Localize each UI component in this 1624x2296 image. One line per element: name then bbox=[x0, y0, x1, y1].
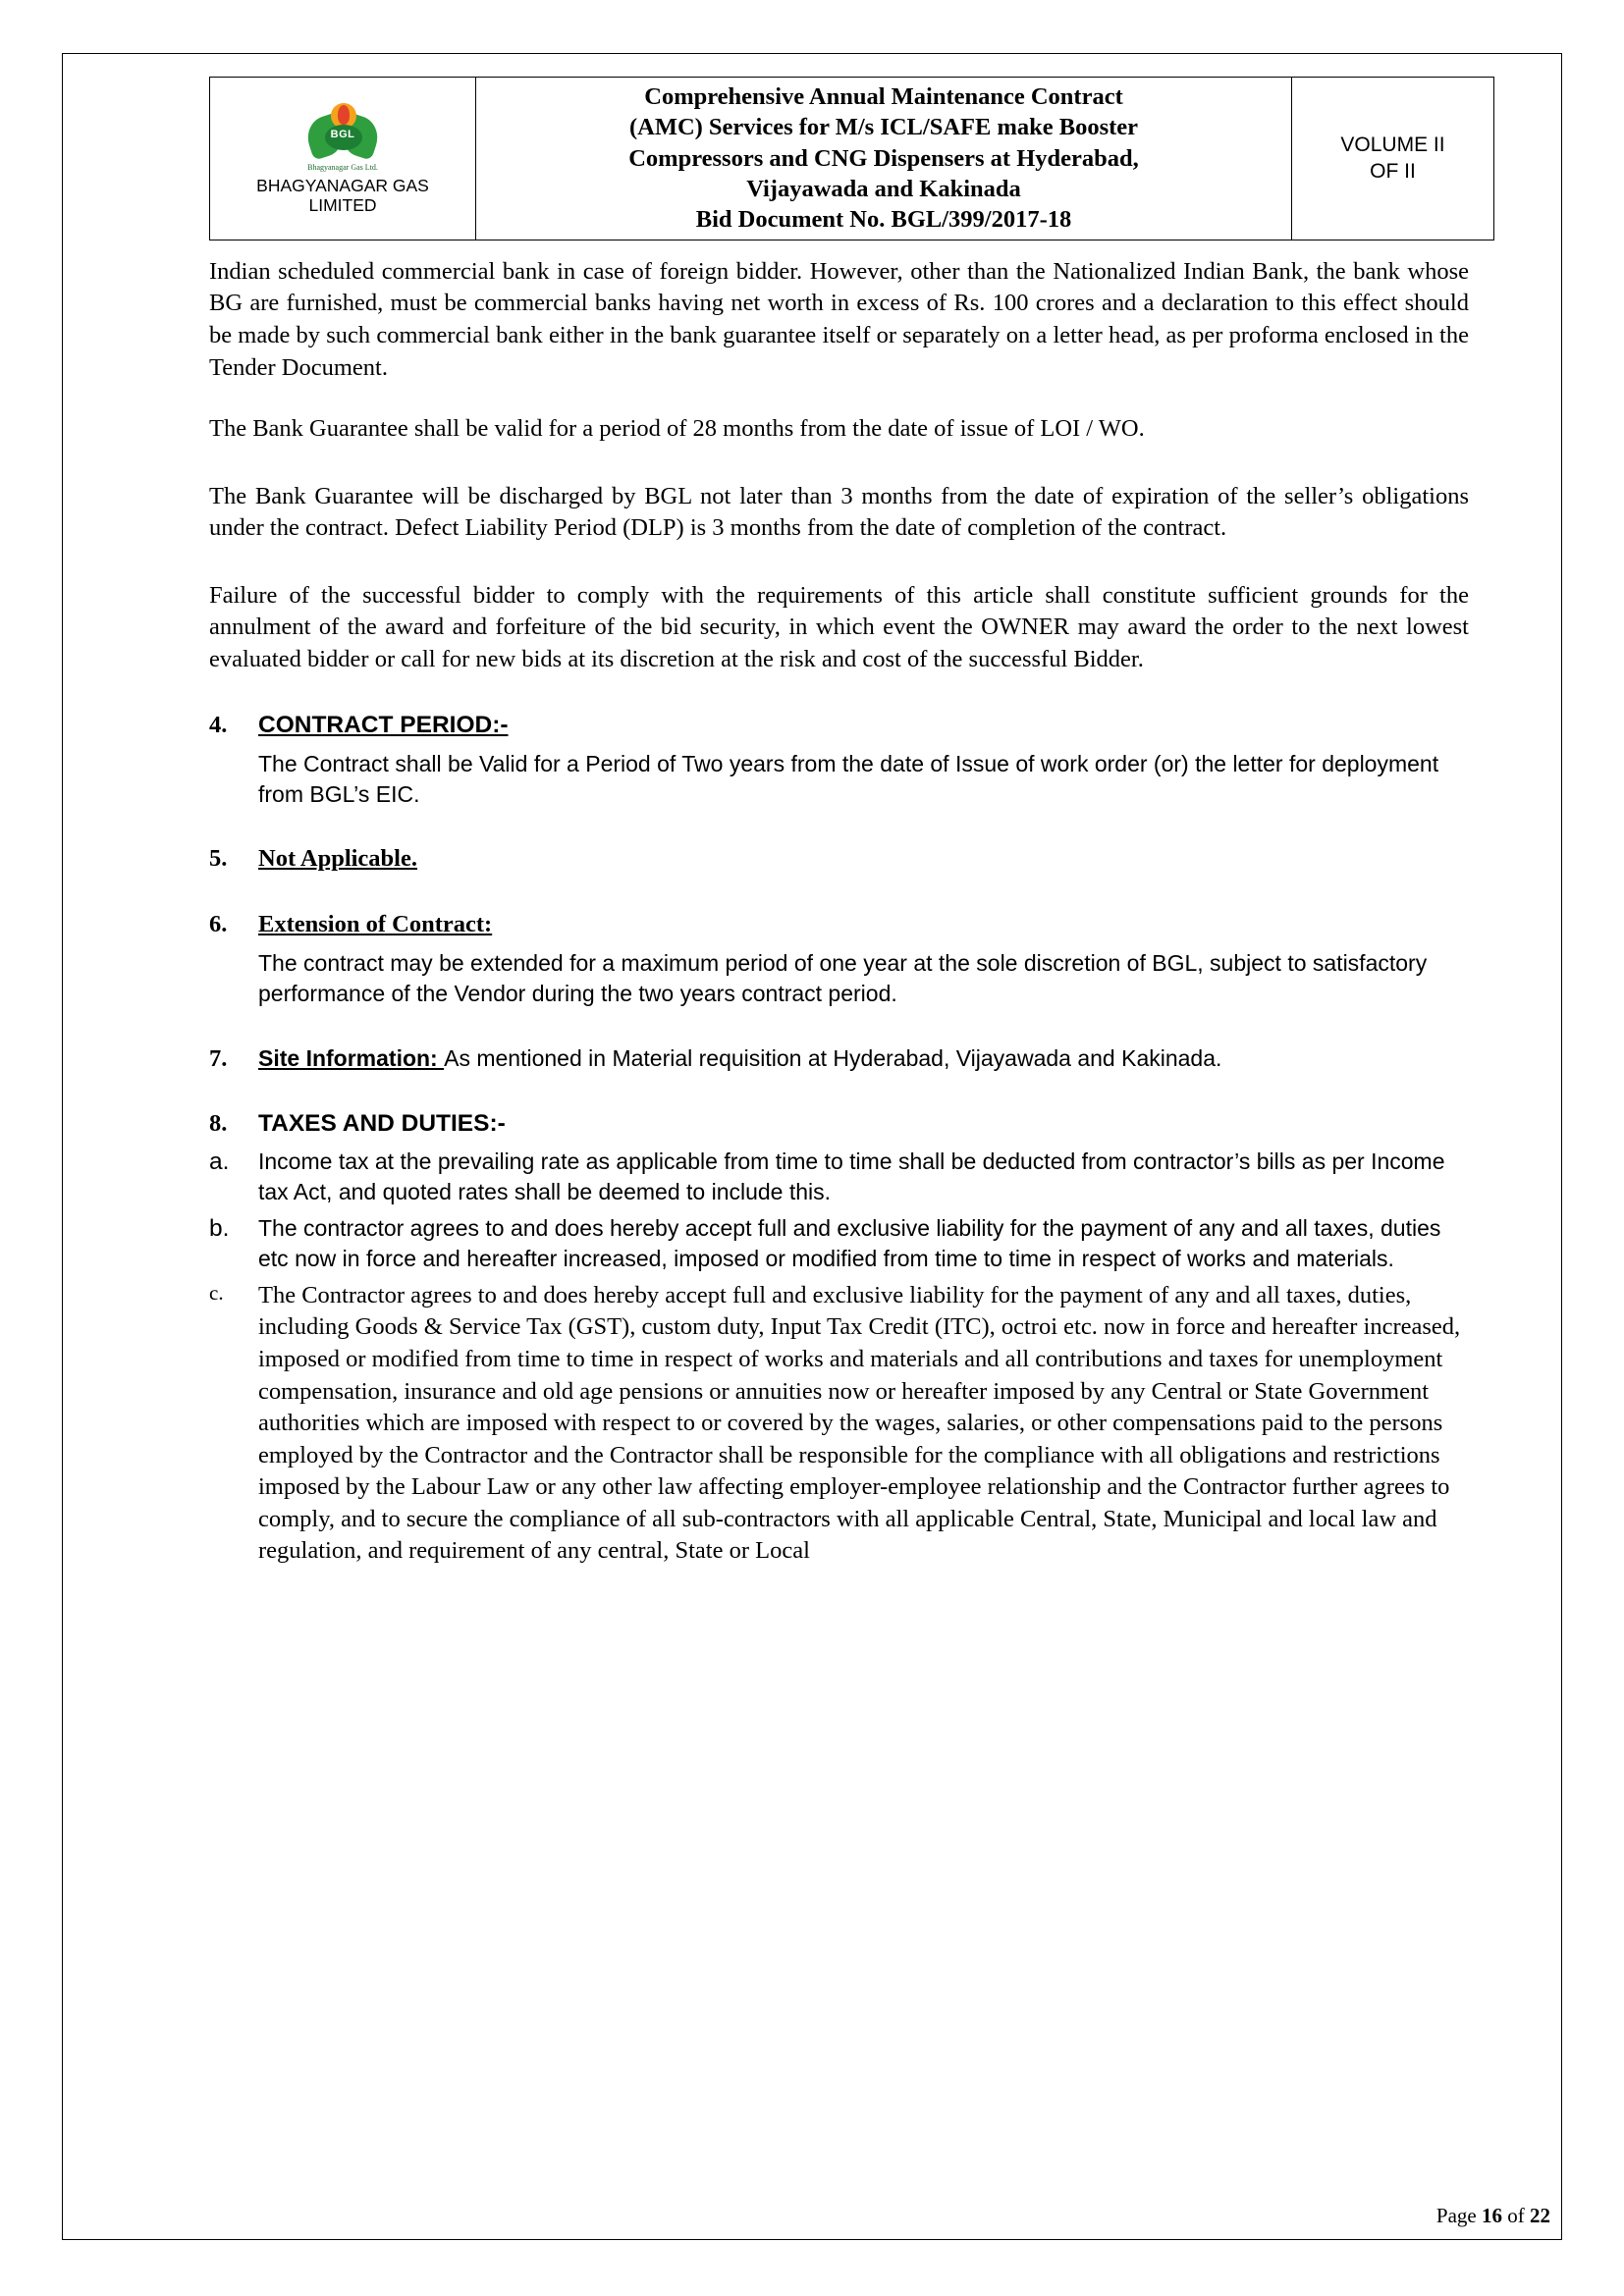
section-4-body bbox=[258, 710, 1469, 811]
section-extension-of-contract bbox=[209, 909, 1469, 1010]
tax-item-b bbox=[209, 1213, 1469, 1274]
footer-current-page: 16 bbox=[1482, 2204, 1502, 2227]
header-logo-cell bbox=[210, 78, 476, 240]
header-title-line-1: Comprehensive Annual Maintenance Contract bbox=[644, 83, 1123, 110]
section-5-body bbox=[258, 843, 1469, 876]
tax-item-a-text: Income tax at the prevailing rate as applicable from time to time shall be deducted from contractor’s bills as per Income tax Act, and quoted rates shall be deemed to include this. bbox=[258, 1148, 1445, 1204]
footer-prefix: Page bbox=[1435, 2204, 1482, 2227]
tax-item-c bbox=[209, 1280, 1469, 1568]
section-6-text: The contract may be extended for a maximum period of one year at the sole discretion of BGL, subject to satisfactory performance of the Vendor during the two years contract period. bbox=[258, 950, 1428, 1007]
footer-middle: of bbox=[1502, 2204, 1530, 2227]
section-site-information bbox=[209, 1043, 1469, 1076]
section-8-body bbox=[258, 1108, 1469, 1141]
tax-item-a bbox=[209, 1147, 1469, 1207]
section-8-number: 8. bbox=[209, 1110, 228, 1138]
section-7-body bbox=[258, 1043, 1469, 1076]
section-7-number: 7. bbox=[209, 1044, 228, 1072]
volume-line-1: VOLUME II bbox=[1340, 133, 1445, 157]
company-logo bbox=[216, 101, 469, 216]
tax-item-c-text: The Contractor agrees to and does hereby accept full and exclusive liability for the payment of any and all taxes, duties, including Goods & Service Tax (GST), custom duty, Input Tax Credit (ITC), octroi etc. now in force and hereafter increased, imposed or modified from time to time in respect of works and materials and all contributions and taxes for unemployment compensation, insurance and old age pensions or annuities now or hereafter imposed by any Central or State Government authorities which are imposed with respect to or covered by the wages, salaries, or other compensations paid to the persons employed by the Contractor and the Contractor shall be responsible for the compliance with all obligations and restrictions imposed by the Labour Law or any other law affecting employer-employee relationship and the Contractor further agrees to comply, and to secure the compliance of all sub-contractors with all applicable Central, State, Municipal and local law and regulation, and requirement of any central, State or Local bbox=[258, 1281, 1461, 1565]
logo-mark-text: BGL bbox=[330, 128, 355, 140]
tax-item-c-label: c. bbox=[209, 1280, 224, 1305]
volume-line-2: OF II bbox=[1370, 160, 1416, 184]
header-title-line-2: (AMC) Services for M/s ICL/SAFE make Booster bbox=[628, 114, 1139, 141]
section-taxes-and-duties bbox=[209, 1108, 1469, 1141]
document-header-table bbox=[209, 77, 1494, 240]
section-4-text: The Contract shall be Valid for a Period of Two years from the date of Issue of work order (or) the letter for deployment from BGL’s EIC. bbox=[258, 751, 1439, 808]
section-6-number: 6. bbox=[209, 910, 228, 937]
company-name-line1: BHAGYANAGAR GAS bbox=[256, 175, 429, 195]
header-row bbox=[210, 78, 1494, 240]
tax-item-a-label: a. bbox=[209, 1148, 230, 1175]
section-7-text: As mentioned in Material requisition at Hyderabad, Vijayawada and Kakinada. bbox=[444, 1044, 1222, 1071]
page-footer bbox=[62, 2204, 1562, 2228]
section-6-body bbox=[258, 909, 1469, 1010]
tax-item-b-label: b. bbox=[209, 1214, 230, 1242]
paragraph-failure: Failure of the successful bidder to comply with the requirements of this article shall constitute sufficient grounds for the annulment of the award and forfeiture of the bid security, in which event the OWNER may award the order to the next lowest evaluated bidder or call for new bids at its discretion at the risk and cost of the successful Bidder. bbox=[209, 581, 1469, 672]
paragraph-bg-validity: The Bank Guarantee shall be valid for a period of 28 months from the date of issue of LOI / WO. bbox=[209, 415, 1145, 443]
section-4-heading: CONTRACT PERIOD:- bbox=[258, 711, 509, 738]
page-content bbox=[209, 77, 1469, 1568]
section-6-heading: Extension of Contract: bbox=[258, 910, 493, 937]
header-bid-document-no: Bid Document No. BGL/399/2017-18 bbox=[695, 206, 1072, 234]
header-title-cell bbox=[476, 78, 1292, 240]
header-volume-cell bbox=[1292, 78, 1494, 240]
paragraph-bg-discharge: The Bank Guarantee will be discharged by BGL not later than 3 months from the date of expiration of the seller’s obligations under the contract. Defect Liability Period (DLP) is 3 months from the date of completion of the contract. bbox=[209, 482, 1469, 542]
company-name-line2: LIMITED bbox=[308, 195, 377, 216]
header-title-line-4: Vijayawada and Kakinada bbox=[746, 176, 1021, 203]
section-8-heading: TAXES AND DUTIES:- bbox=[258, 1110, 506, 1138]
section-5-heading: Not Applicable. bbox=[258, 845, 417, 873]
section-not-applicable bbox=[209, 843, 1469, 876]
section-7-heading: Site Information: bbox=[258, 1044, 445, 1071]
paragraph-continued: Indian scheduled commercial bank in case of foreign bidder. However, other than the Nationalized Indian Bank, the bank whose BG are furnished, must be commercial banks having net worth in excess of Rs. 100 crores and a declaration to this effect should be made by such commercial bank either in the bank guarantee itself or separately on a letter head, as per proforma enclosed in the Tender Document. bbox=[209, 257, 1469, 381]
section-contract-period bbox=[209, 710, 1469, 811]
bgl-logo-icon bbox=[305, 101, 380, 162]
flame-icon bbox=[338, 105, 350, 125]
logo-tagline: Bhagyanagar Gas Ltd. bbox=[307, 162, 378, 172]
header-title-line-3: Compressors and CNG Dispensers at Hyderabad, bbox=[628, 144, 1139, 172]
tax-item-b-text: The contractor agrees to and does hereby accept full and exclusive liability for the payment of any and all taxes, duties etc now in force and hereafter increased, imposed or modified from time to time in respect of works and materials. bbox=[258, 1214, 1441, 1271]
section-4-number: 4. bbox=[209, 711, 228, 738]
section-5-number: 5. bbox=[209, 845, 228, 873]
footer-total-pages: 22 bbox=[1530, 2204, 1550, 2227]
document-body bbox=[209, 256, 1469, 1568]
